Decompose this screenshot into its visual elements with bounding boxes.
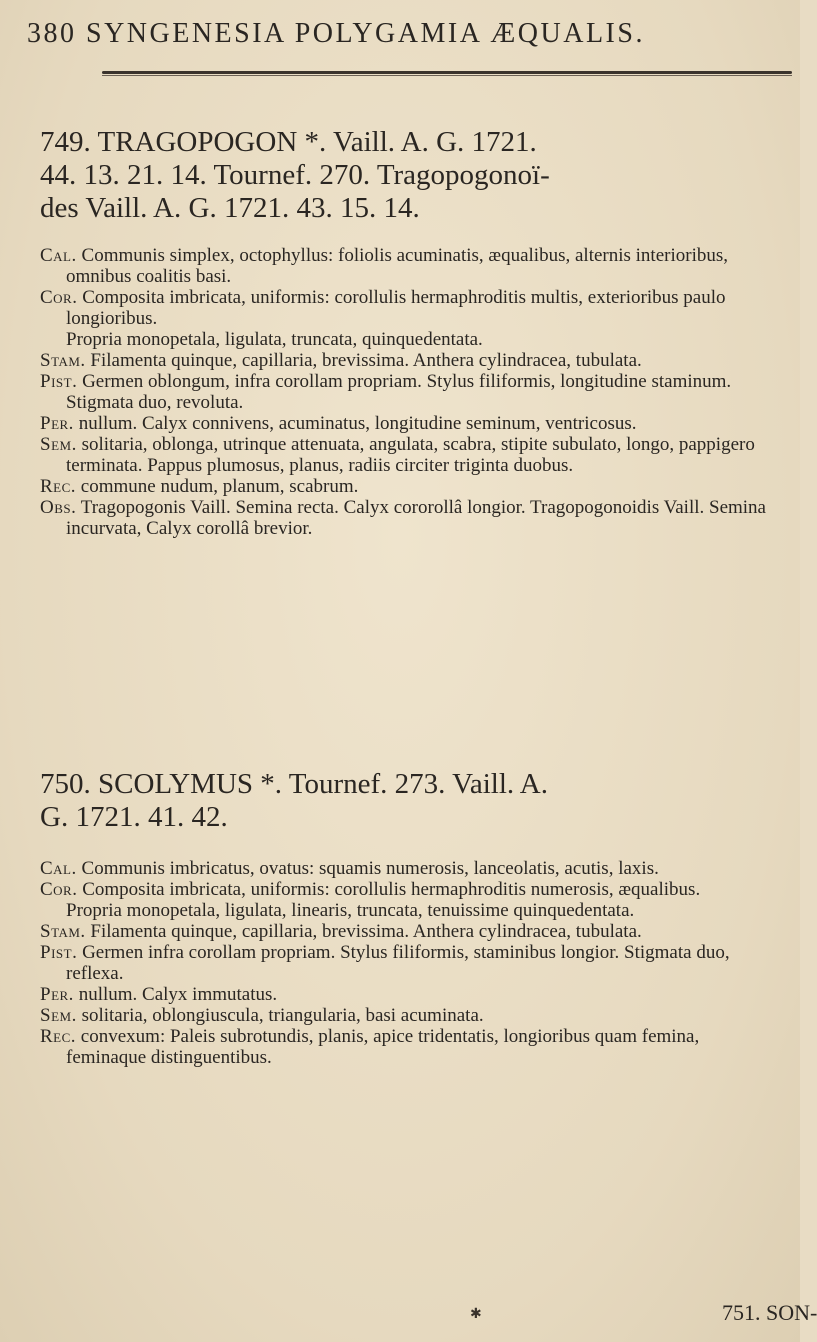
part-label: Rec.: [40, 476, 77, 497]
part-text: Communis simplex, octophyllus: foliolis acuminatis, æqualibus, alternis interioribus, omnibus coalitis basi.: [66, 245, 728, 287]
genus-heading: [40, 126, 780, 159]
character-line: [40, 497, 780, 539]
character-line: [40, 287, 780, 329]
part-text: Germen oblongum, infra corollam propriam. Stylus filiformis, longitudine staminum. Stigmata duo, revoluta.: [66, 371, 732, 413]
part-label: Stam.: [40, 921, 86, 942]
part-text: Propria monopetala, ligulata, truncata, quinquedentata.: [66, 329, 483, 350]
part-label: Cal.: [40, 245, 77, 266]
character-line: [40, 371, 780, 413]
genus-entry-tragopogon: [40, 126, 780, 539]
part-text: Filamenta quinque, capillaria, brevissima. Anthera cylindracea, tubulata.: [90, 350, 642, 371]
character-line: [40, 434, 780, 476]
character-line: [40, 858, 780, 879]
character-line: [40, 245, 780, 287]
character-line: [40, 1026, 780, 1068]
character-line: [40, 413, 780, 434]
genus-heading-line-3: des Vaill. A. G. 1721. 43. 15. 14.: [40, 192, 420, 224]
part-text: Filamenta quinque, capillaria, brevissima. Anthera cylindracea, tubulata.: [90, 921, 642, 942]
character-line: [40, 879, 780, 900]
genus-heading-line-1: 749. TRAGOPOGON *. Vaill. A. G. 1721.: [40, 126, 537, 158]
character-line: [40, 942, 780, 984]
catchword: 751. SON-: [722, 1300, 817, 1325]
part-text: commune nudum, planum, scabrum.: [80, 476, 359, 497]
character-list: [40, 858, 780, 1068]
part-label: Per.: [40, 413, 74, 434]
part-label: Cor.: [40, 879, 78, 900]
ink-mark: ✱: [470, 1307, 482, 1322]
part-text: Composita imbricata, uniformis: corollulis hermaphroditis multis, exterioribus paulo longioribus.: [66, 287, 726, 329]
header-rule-thin: [102, 75, 792, 76]
genus-heading-cont: [40, 159, 780, 192]
part-text: solitaria, oblonga, utrinque attenuata, angulata, scabra, stipite subulato, longo, pappigero terminata. Pappus plumosus, planus, radiis circiter triginta duobus.: [66, 434, 755, 476]
part-label: Cor.: [40, 287, 78, 308]
genus-entry-scolymus: [40, 768, 780, 1068]
part-text: nullum. Calyx immutatus.: [78, 984, 278, 1005]
part-text: Germen infra corollam propriam. Stylus filiformis, staminibus longior. Stigmata duo, reflexa.: [66, 942, 730, 984]
genus-heading-line-2: 44. 13. 21. 14. Tournef. 270. Tragopogonoï-: [40, 159, 550, 191]
part-text: convexum: Paleis subrotundis, planis, apice tridentatis, longioribus quam femina, feminaque distinguentibus.: [66, 1026, 700, 1068]
part-text: Propria monopetala, ligulata, linearis, truncata, tenuissime quinquedentata.: [66, 900, 635, 921]
header-rule: [102, 71, 792, 74]
genus-heading-cont: [40, 801, 780, 834]
part-text: Tragopogonis Vaill. Semina recta. Calyx cororollâ longior. Tragopogonoidis Vaill. Semina incurvata, Calyx corollâ brevior.: [66, 497, 766, 539]
part-label: Pist.: [40, 371, 78, 392]
genus-heading-line-2: G. 1721. 41. 42.: [40, 801, 228, 833]
part-label: Rec.: [40, 1026, 77, 1047]
part-label: Sem.: [40, 434, 77, 455]
character-line: [40, 921, 780, 942]
character-line: [40, 900, 780, 921]
character-line: [40, 984, 780, 1005]
character-line: [40, 329, 780, 350]
genus-heading: [40, 768, 780, 801]
running-head: 380 SYNGENESIA POLYGAMIA ÆQUALIS.: [27, 18, 645, 49]
part-label: Cal.: [40, 858, 77, 879]
part-label: Stam.: [40, 350, 86, 371]
part-label: Per.: [40, 984, 74, 1005]
character-line: [40, 1005, 780, 1026]
part-text: Composita imbricata, uniformis: corollulis hermaphroditis numerosis, æqualibus.: [82, 879, 701, 900]
character-list: [40, 245, 780, 539]
character-line: [40, 350, 780, 371]
part-text: nullum. Calyx connivens, acuminatus, longitudine seminum, ventricosus.: [78, 413, 637, 434]
genus-heading-cont: [40, 192, 780, 225]
part-label: Pist.: [40, 942, 78, 963]
genus-heading-line-1: 750. SCOLYMUS *. Tournef. 273. Vaill. A.: [40, 768, 548, 800]
part-label: Sem.: [40, 1005, 77, 1026]
character-line: [40, 476, 780, 497]
part-text: Communis imbricatus, ovatus: squamis numerosis, lanceolatis, acutis, laxis.: [81, 858, 659, 879]
part-label: Obs.: [40, 497, 77, 518]
part-text: solitaria, oblongiuscula, triangularia, basi acuminata.: [81, 1005, 484, 1026]
